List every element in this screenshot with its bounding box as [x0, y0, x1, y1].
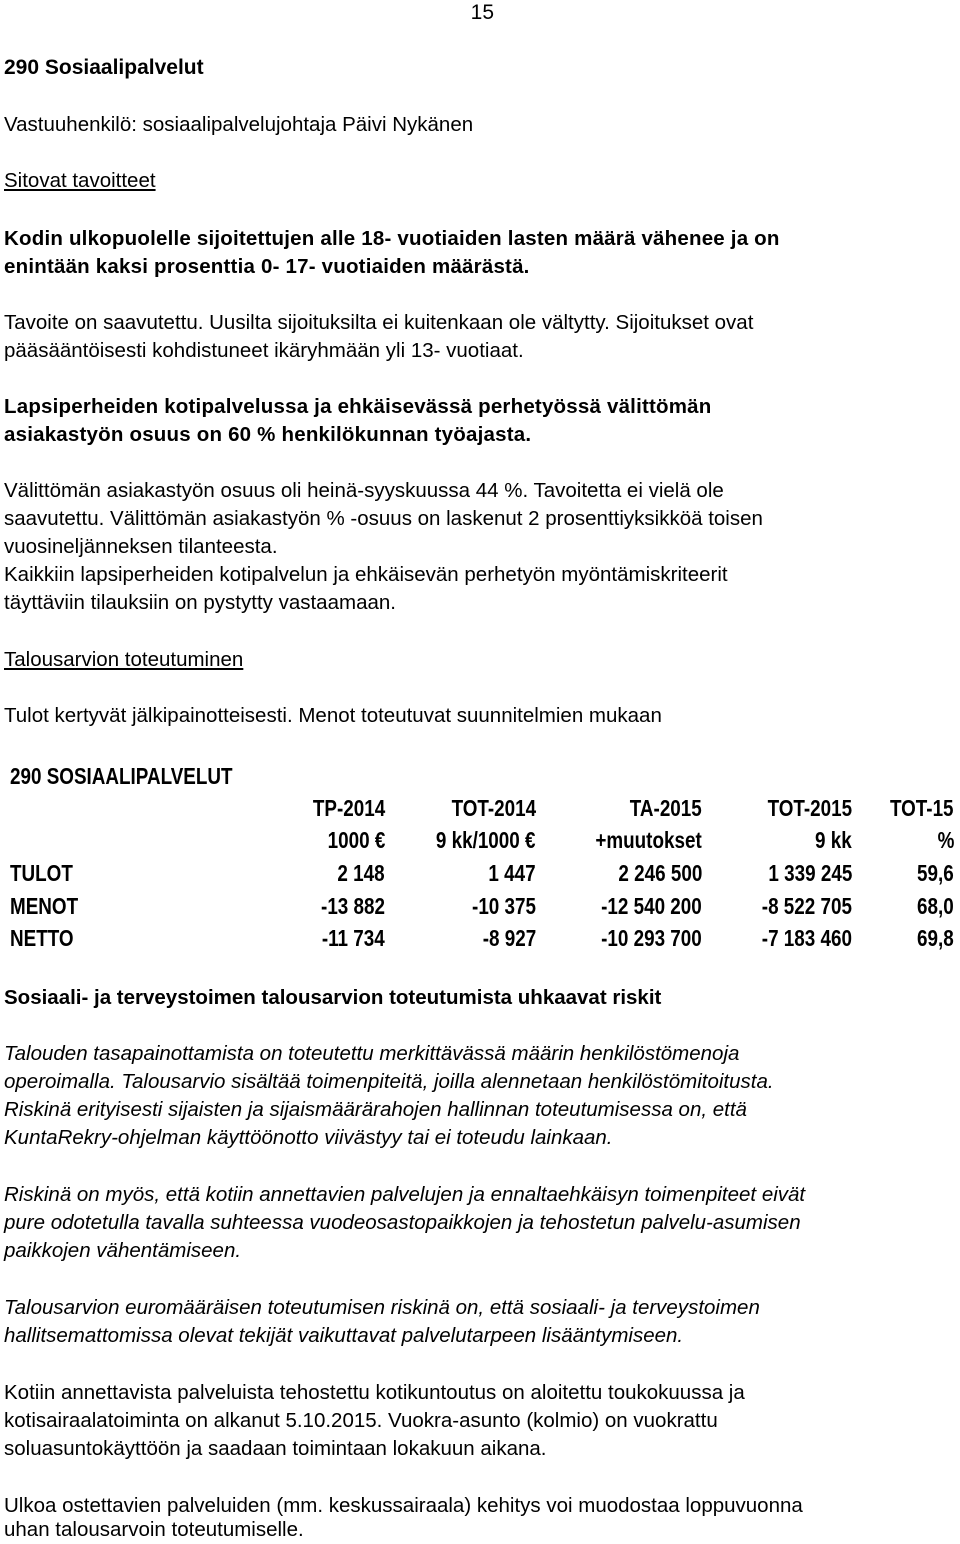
table-cell: 1 339 245: [768, 860, 852, 886]
row-label: MENOT: [10, 893, 79, 919]
subheader-unit-2: 9 kk/1000 €: [436, 827, 536, 853]
table-cell: 68,0: [917, 893, 954, 919]
table-row: [10, 890, 956, 922]
table-row: [10, 857, 956, 889]
table-cell: -7 183 460: [761, 925, 852, 951]
goal1-line1: Kodin ulkopuolelle sijoitettujen alle 18- vuotiaiden lasten määrä vähenee ja on: [4, 227, 780, 250]
p4-line2: kotisairaalatoiminta on alkanut 5.10.2015. Vuokra-asunto (kolmio) on vuokrattu: [4, 1409, 718, 1432]
table-cell: -13 882: [321, 893, 385, 919]
risk-p2-line3: paikkojen vähentämiseen.: [4, 1239, 242, 1262]
row-label: TULOT: [10, 860, 73, 886]
goal1-result-line1: Tavoite on saavutettu. Uusilta sijoituksilta ei kuitenkaan ole vältytty. Sijoitukset ovat: [4, 311, 754, 334]
table-cell: -10 375: [472, 893, 536, 919]
budget-label: Talousarvion toteutuminen: [4, 648, 244, 671]
risk-p3-line1: Talousarvion euromääräisen toteutumisen riskinä on, että sosiaali- ja terveystoimen: [4, 1296, 760, 1319]
goal2-result-line5: täyttäviin tilauksiin on pystytty vastaamaan.: [4, 591, 396, 614]
table-cell: -8 927: [482, 925, 536, 951]
table-cell: 2 148: [337, 860, 385, 886]
goal2-result-line2: saavutettu. Välittömän asiakastyön % -osuus on laskenut 2 prosenttiyksikköä toisen: [4, 507, 763, 530]
header-tot2014: TOT-2014: [451, 795, 536, 821]
goal2-result-line4: Kaikkiin lapsiperheiden kotipalvelun ja ehkäisevän perhetyön myöntämiskriteerit: [4, 563, 728, 586]
goal2-result-line3: vuosineljänneksen tilanteesta.: [4, 535, 278, 558]
goal1-line2: enintään kaksi prosenttia 0- 17- vuotiaiden määrästä.: [4, 255, 530, 278]
table-cell: 69,8: [917, 925, 954, 951]
risk-p2-line1: Riskinä on myös, että kotiin annettavien palvelujen ja ennaltaehkäisyn toimenpiteet eivät: [4, 1183, 806, 1206]
table-row: [10, 922, 956, 954]
binding-goals-label: Sitovat tavoitteet: [4, 169, 156, 192]
responsible-person: Vastuuhenkilö: sosiaalipalvelujohtaja Päivi Nykänen: [4, 113, 474, 136]
header-ta2015: TA-2015: [630, 795, 702, 821]
p4-line1: Kotiin annettavista palveluista tehostettu kotikuntoutus on aloitettu toukokuussa ja: [4, 1381, 745, 1404]
table-cell: -10 293 700: [601, 925, 702, 951]
header-tot15: TOT-15: [890, 795, 954, 821]
subheader-unit-1: 1000 €: [327, 827, 385, 853]
budget-summary: Tulot kertyvät jälkipainotteisesti. Menot toteutuvat suunnitelmien mukaan: [4, 704, 662, 727]
p4-line3: soluasuntokäyttöön ja saadaan toimintaan lokakuun aikana.: [4, 1437, 547, 1460]
goal2-line1: Lapsiperheiden kotipalvelussa ja ehkäisevässä perhetyössä välittömän: [4, 395, 712, 418]
section-heading: 290 Sosiaalipalvelut: [4, 56, 204, 79]
goal2-result-line1: Välittömän asiakastyön osuus oli heinä-syyskuussa 44 %. Tavoitetta ei vielä ole: [4, 479, 724, 502]
table-cell: 59,6: [917, 860, 954, 886]
row-label: NETTO: [10, 925, 74, 951]
table-cell: 1 447: [488, 860, 536, 886]
risk-p3-line2: hallitsemattomissa olevat tekijät vaikuttavat palvelutarpeen lisääntymiseen.: [4, 1324, 684, 1347]
page-number: 15: [470, 1, 494, 24]
goal1-result-line2: pääsääntöisesti kohdistuneet ikäryhmään yli 13- vuotiaat.: [4, 339, 524, 362]
subheader-unit-5: %: [937, 827, 954, 853]
table-header-row-1: [10, 792, 956, 824]
table-title: 290 SOSIAALIPALVELUT: [10, 763, 233, 789]
risk-p1-line3: Riskinä erityisesti sijaisten ja sijaismäärärahojen hallinnan toteutumisessa on, että: [4, 1098, 747, 1121]
table-cell: -11 734: [322, 925, 385, 951]
risk-p2-line2: pure odotetulla tavalla suhteessa vuodeosastopaikkojen ja tehostetun palvelu-asumisen: [4, 1211, 801, 1234]
risk-p1-line2: operoimalla. Talousarvio sisältää toimenpiteitä, joilla alennetaan henkilöstömitoitusta.: [4, 1070, 774, 1093]
table-header-row-2: [10, 824, 956, 856]
table-cell: 2 246 500: [618, 860, 702, 886]
subheader-unit-3: +muutokset: [595, 827, 702, 853]
table-cell: -8 522 705: [761, 893, 852, 919]
risk-p1-line4: KuntaRekry-ohjelman käyttöönotto viivästyy tai ei toteudu lainkaan.: [4, 1126, 613, 1149]
goal2-line2: asiakastyön osuus on 60 % henkilökunnan työajasta.: [4, 423, 532, 446]
p5-line2: uhan talousarvoin toteutumiselle.: [4, 1518, 304, 1541]
table-cell: -12 540 200: [601, 893, 702, 919]
header-tp2014: TP-2014: [312, 795, 385, 821]
p5-line1: Ulkoa ostettavien palveluiden (mm. keskussairaala) kehitys voi muodostaa loppuvuonna: [4, 1494, 803, 1517]
risk-p1-line1: Talouden tasapainottamista on toteutettu merkittävässä määrin henkilöstömenoja: [4, 1042, 740, 1065]
header-tot2015: TOT-2015: [767, 795, 852, 821]
table-title-row: [10, 760, 956, 792]
subheader-unit-4: 9 kk: [815, 827, 852, 853]
risks-heading: Sosiaali- ja terveystoimen talousarvion toteutumista uhkaavat riskit: [4, 986, 662, 1009]
